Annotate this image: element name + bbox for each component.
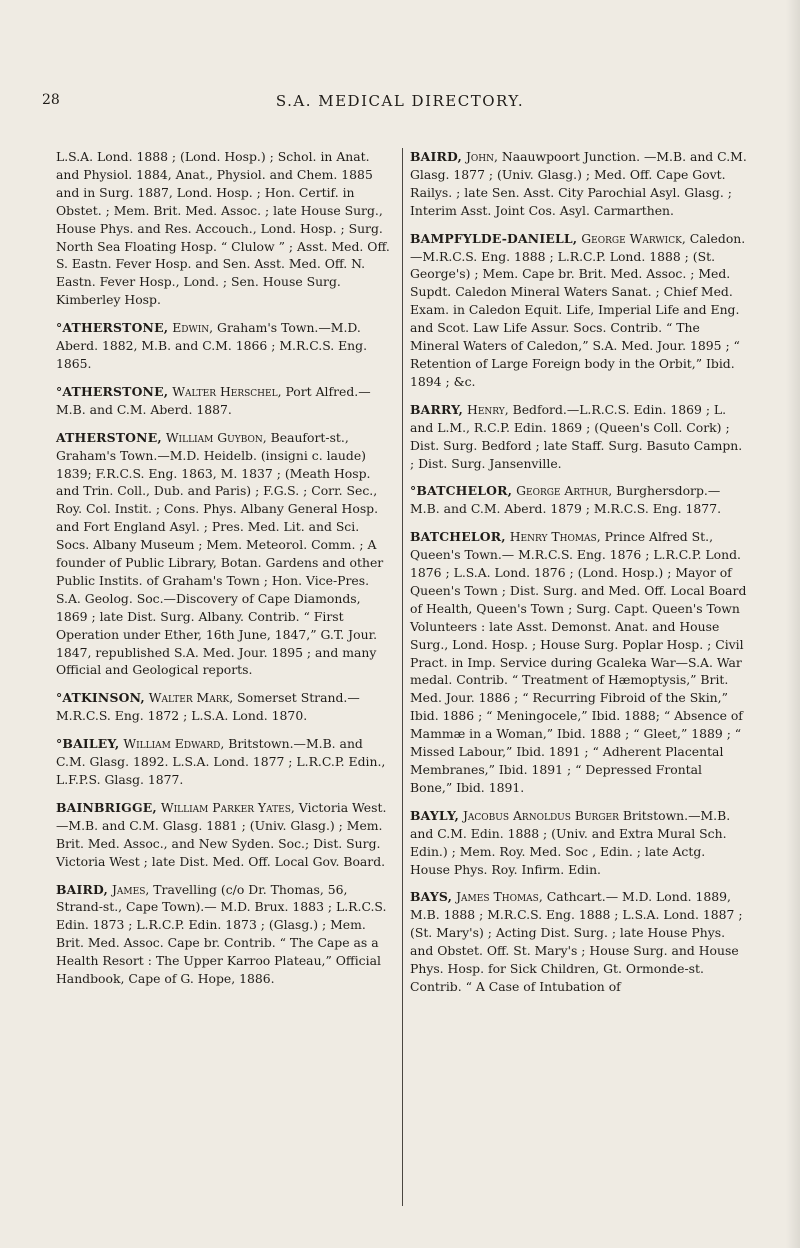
- directory-entry: [56, 319, 394, 373]
- entry-text: Graham's Town.—M.D. Aberd. 1882, M.B. and C.M. 1866 ; M.R.C.S. Eng. 1865.: [56, 320, 368, 371]
- directory-entry: [410, 482, 748, 518]
- entry-given-names: Henry,: [467, 401, 509, 417]
- directory-entry: [56, 735, 394, 789]
- entry-text: Cathcart.— M.D. Lond. 1889, M.B. 1888 ; M.R.C.S. Eng. 1888 ; L.S.A. Lond. 1887 ; (St. Mary's) ; Acting Dist. Surg. ; late House Phys. and Obstet. Off. St. Mary's ; House Surg. and House Phys. Hosp. for Sick Children, Gt. Ormonde-st. Contrib. “ A Case of Intubation of: [410, 889, 743, 994]
- entry-surname: BAIRD,: [410, 149, 462, 164]
- column-divider: [402, 148, 403, 1206]
- entry-surname: BAIRD,: [56, 881, 108, 897]
- entry-text: Port Alfred.—M.B. and C.M. Aberd. 1887.: [56, 383, 371, 417]
- directory-entry: [56, 383, 394, 419]
- entry-surname: ATHERSTONE,: [56, 429, 162, 445]
- entry-surname: BAINBRIGGE,: [56, 799, 157, 815]
- right-column: [410, 148, 748, 1006]
- entry-surname: °ATKINSON,: [56, 690, 145, 706]
- entry-text: Beaufort-st., Graham's Town.—M.D. Heidelb. (insigni c. laude) 1839; F.R.C.S. Eng. 1863, M. 1837 ; (Meath Hosp. and Trin. Coll., Dub. and Paris) ; F.G.S. ; Corr. Sec., Roy. Col. Instit. ; Cons. Phys. Albany General Hosp. and Fort England Asyl. ; Pres. Med. Lit. and Sci. Socs. Albany Museum ; Mem. Meteorol. Comm. ; A founder of Public Library, Botan. Gardens and other Public Instits. of Graham's Town ; Hon. Vice-Pres. S.A. Geolog. Soc.—Discovery of Cape Diamonds, 1869 ; late Dist. Surg. Albany. Contrib. “ First Operation under Ether, 16th June, 1847,” G.T. Jour. 1847, republished S.A. Med. Jour. 1895 ; and many Official and Geological reports.: [56, 429, 384, 678]
- entry-surname: BAMPFYLDE-DANIELL,: [410, 230, 578, 246]
- entry-surname: °BAILEY,: [56, 736, 120, 752]
- entry-surname: BAYS,: [410, 889, 453, 905]
- entry-given-names: Edwin,: [172, 320, 214, 336]
- entry-text: Burghersdorp.—M.B. and C.M. Aberd. 1879 ; M.R.C.S. Eng. 1877.: [410, 483, 722, 517]
- entry-surname: °ATHERSTONE,: [56, 320, 169, 336]
- entry-text: Caledon.—M.R.C.S. Eng. 1888 ; L.R.C.P. Lond. 1888 ; (St. George's) ; Mem. Cape br. Brit. Med. Assoc. ; Med. Supdt. Caledon Mineral Waters Sanat. ; Chief Med. Exam. in Caledon Equit. Life, Imperial Life and Eng. and Scot. Law Life Assur. Socs. Contrib. “ The Mineral Waters of Caledon,” S.A. Med. Jour. 1895 ; “ Retention of Large Foreign body in the Orbit,” Ibid. 1894 ; &c.: [410, 230, 746, 389]
- directory-entry: [56, 148, 394, 309]
- entry-given-names: William Edward,: [123, 736, 225, 752]
- directory-entry: [56, 429, 394, 680]
- entry-given-names: John,: [465, 149, 498, 164]
- directory-entry: [410, 148, 748, 220]
- entry-text: L.S.A. Lond. 1888 ; (Lond. Hosp.) ; Schol. in Anat. and Physiol. 1884, Anat., Physiol. and Chem. 1885 and in Surg. 1887, Lond. Hosp. ; Hon. Certif. in Obstet. ; Mem. Brit. Med. Assoc. ; late House Surg., House Phys. and Res. Accouch., Lond. Hosp. ; Surg. North Sea Floating Hosp. “ Clulow ” ; Asst. Med. Off. S. Eastn. Fever Hosp. and Sen. Asst. Med. Off. N. Eastn. Fever Hosp., Lond. ; Sen. House Surg. Kimberley Hosp.: [56, 149, 390, 308]
- directory-entry: [56, 799, 394, 871]
- directory-entry: [410, 230, 748, 391]
- entry-surname: BAYLY,: [410, 807, 459, 823]
- running-head: S.A. MEDICAL DIRECTORY.: [275, 92, 525, 110]
- entry-surname: BATCHELOR,: [410, 529, 506, 545]
- page-header: [0, 92, 800, 116]
- entry-given-names: Walter Herschel,: [172, 383, 282, 399]
- entry-given-names: James Thomas,: [456, 889, 543, 905]
- entry-given-names: Walter Mark,: [148, 690, 234, 706]
- entry-given-names: William Guybon,: [165, 429, 267, 445]
- entry-surname: °ATHERSTONE,: [56, 383, 169, 399]
- directory-entry: [410, 401, 748, 473]
- directory-entry: [410, 528, 748, 797]
- entry-given-names: George Warwick,: [581, 230, 686, 246]
- entry-given-names: George Arthur,: [516, 483, 613, 499]
- entry-text: Bedford.—L.R.C.S. Edin. 1869 ; L. and L.M., R.C.P. Edin. 1869 ; (Queen's Coll. Cork) ; Dist. Surg. Bedford ; late Staff. Surg. Basuto Campn. ; Dist. Surg. Jansenville.: [410, 401, 743, 471]
- entry-text: Naauwpoort Junction. —M.B. and C.M. Glasg. 1877 ; (Univ. Glasg.) ; Med. Off. Cape Govt. Railys. ; late Sen. Asst. City Parochial Asyl. Glasg. ; Interim Asst. Joint Cos. Asyl. Carmarthen.: [410, 149, 747, 218]
- entry-given-names: William Parker Yates,: [160, 799, 295, 815]
- entry-text: Victoria West.—M.B. and C.M. Glasg. 1881 ; (Univ. Glasg.) ; Mem. Brit. Med. Assoc., and New Syden. Soc.; Dist. Surg. Victoria West ; late Dist. Med. Off. Local Gov. Board.: [56, 799, 387, 869]
- page-number: 28: [42, 92, 60, 108]
- entry-text: Prince Alfred St., Queen's Town.— M.R.C.S. Eng. 1876 ; L.R.C.P. Lond. 1876 ; L.S.A. Lond. 1876 ; (Lond. Hosp.) ; Mayor of Queen's Town ; Dist. Surg. and Med. Off. Local Board of Health, Queen's Town ; Surg. Capt. Queen's Town Volunteers : late Asst. Demonst. Anat. and House Surg., Lond. Hosp. ; House Surg. Poplar Hosp. ; Civil Pract. in Imp. Service during Gcaleka War—S.A. War medal. Contrib. “ Treatment of Hæmoptysis,” Brit. Med. Jour. 1886 ; “ Recurring Fibroid of the Skin,” Ibid. 1886 ; “ Meningocele,” Ibid. 1888; “ Absence of Mammæ in a Woman,” Ibid. 1888 ; “ Gleet,” 1889 ; “ Missed Labour,” Ibid. 1891 ; “ Adherent Placental Membranes,” Ibid. 1891 ; “ Depressed Frontal Bone,” Ibid. 1891.: [410, 529, 747, 795]
- left-column: [56, 148, 394, 998]
- entry-given-names: Jacobus Arnoldus Burger: [462, 807, 619, 823]
- entry-text: Travelling (c/o Dr. Thomas, 56, Strand-st., Cape Town).— M.D. Brux. 1883 ; L.R.C.S. Edin. 1873 ; L.R.C.P. Edin. 1873 ; (Glasg.) ; Mem. Brit. Med. Assoc. Cape br. Contrib. “ The Cape as a Health Resort : The Upper Karroo Plateau,” Official Handbook, Cape of G. Hope, 1886.: [56, 881, 387, 987]
- entry-given-names: James,: [111, 881, 150, 897]
- entry-text: Britstown.—M.B. and C.M. Glasg. 1892. L.S.A. Lond. 1877 ; L.R.C.P. Edin., L.F.P.S. Glasg. 1877.: [56, 736, 386, 787]
- directory-entry: [56, 881, 394, 988]
- directory-entry: [56, 689, 394, 725]
- entry-surname: BARRY,: [410, 401, 464, 417]
- entry-given-names: Henry Thomas,: [509, 529, 601, 545]
- directory-entry: [410, 888, 748, 995]
- entry-surname: °BATCHELOR,: [410, 483, 513, 499]
- entry-text: Britstown.—M.B. and C.M. Edin. 1888 ; (Univ. and Extra Mural Sch. Edin.) ; Mem. Roy. Med. Soc , Edin. ; late Actg. House Phys. Roy. Infirm. Edin.: [410, 807, 731, 877]
- directory-entry: [410, 807, 748, 879]
- entry-text: Somerset Strand.—M.R.C.S. Eng. 1872 ; L.S.A. Lond. 1870.: [56, 690, 360, 724]
